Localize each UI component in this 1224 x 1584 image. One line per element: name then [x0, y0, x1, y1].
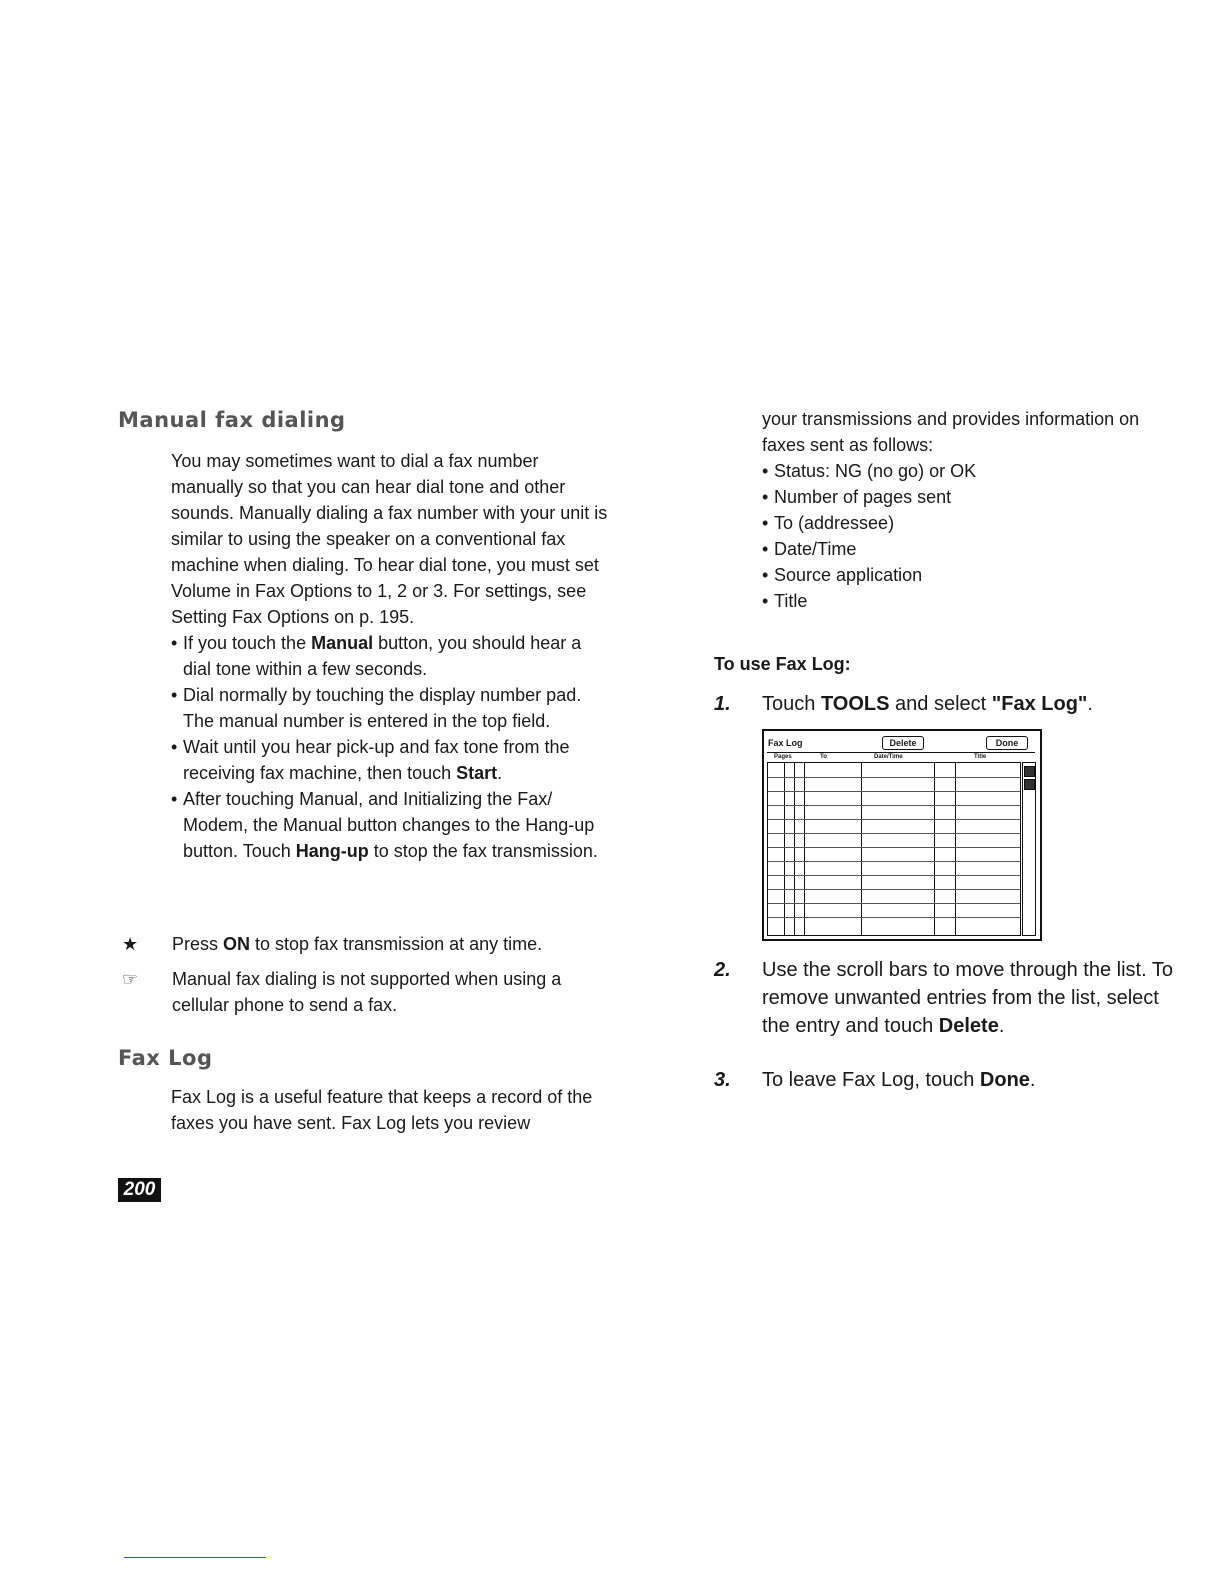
step-number: 3. [714, 1069, 731, 1091]
column-header-title: Title [974, 754, 987, 760]
step-3: 3. To leave Fax Log, touch Done. [714, 1066, 1174, 1094]
manual-dialing-body [171, 448, 611, 864]
column-header-date-time: Date/Time [874, 754, 903, 760]
table-row[interactable] [768, 791, 1020, 792]
pointing-hand-icon: ☞ [122, 969, 139, 989]
list-item: • To (addressee) [762, 510, 1182, 536]
table-row[interactable] [768, 917, 1020, 918]
fax-log-screen [762, 729, 1042, 941]
table-row[interactable] [768, 833, 1020, 834]
bottom-rule [124, 1557, 266, 1558]
note-cellular: ☞ Manual fax dialing is not supported when using a cellular phone to send a fax. [122, 966, 612, 1018]
fax-log-continuation: your transmissions and provides information on faxes sent as follows: [762, 409, 1140, 455]
list-item: • Wait until you hear pick-up and fax tone from the receiving fax machine, then touch Start. [171, 734, 611, 786]
table-row[interactable] [768, 805, 1020, 806]
fax-log-intro: Fax Log is a useful feature that keeps a record of the faxes you have sent. Fax Log lets you review [171, 1087, 593, 1133]
step-number: 1. [714, 693, 731, 715]
subheading-to-use-fax-log: To use Fax Log: [714, 654, 851, 674]
screen-title: Fax Log [768, 738, 803, 748]
step-1: 1. Touch TOOLS and select "Fax Log". [714, 690, 1174, 718]
header-divider [767, 752, 1035, 753]
table-row[interactable] [768, 875, 1020, 876]
list-item: • Dial normally by touching the display number pad. The manual number is entered in the top field. [171, 682, 611, 734]
table-row[interactable] [768, 889, 1020, 890]
list-item: • Status: NG (no go) or OK [762, 458, 1182, 484]
list-item: • Date/Time [762, 536, 1182, 562]
fax-log-info-list [762, 458, 1182, 614]
list-item: • Number of pages sent [762, 484, 1182, 510]
step-number: 2. [714, 959, 731, 981]
manual-dialing-bullets [171, 630, 611, 864]
table-row[interactable] [768, 847, 1020, 848]
section-heading-manual-fax-dialing: Manual fax dialing [118, 408, 346, 432]
manual-dialing-paragraph: You may sometimes want to dial a fax number manually so that you can hear dial tone and other sounds. Manually dialing a fax number with your unit is similar to using the speaker on a conventional fax machine when dialing. To hear dial tone, you must set Volume in Fax Options to 1, 2 or 3. For settings, see Setting Fax Options on p. 195. [171, 451, 608, 627]
page-number: 200 [118, 1178, 161, 1202]
step-2: 2. Use the scroll bars to move through the list. To remove unwanted entries from the list, select the entry and touch Delete. [714, 956, 1174, 1040]
note-stop-transmission: ★ Press ON to stop fax transmission at any time. [122, 931, 612, 957]
section-heading-fax-log: Fax Log [118, 1046, 213, 1070]
table-row[interactable] [768, 777, 1020, 778]
list-item: • After touching Manual, and Initializing the Fax/ Modem, the Manual button changes to the Hang-up button. Touch Hang-up to stop the fax transmission. [171, 786, 611, 864]
table-row[interactable] [768, 819, 1020, 820]
done-button[interactable]: Done [986, 736, 1028, 750]
list-item: • If you touch the Manual button, you should hear a dial tone within a few seconds. [171, 630, 611, 682]
list-item: • Source application [762, 562, 1182, 588]
fax-log-details [762, 406, 1182, 614]
log-table[interactable] [767, 762, 1021, 936]
table-row[interactable] [768, 861, 1020, 862]
scrollbar[interactable] [1022, 762, 1036, 936]
table-row[interactable] [768, 903, 1020, 904]
delete-button[interactable]: Delete [882, 736, 924, 750]
star-icon: ★ [122, 934, 139, 954]
scroll-down-icon[interactable] [1024, 779, 1035, 790]
column-header-pages: Pages [774, 754, 792, 760]
column-header-to: To [820, 754, 827, 760]
list-item: • Title [762, 588, 1182, 614]
scroll-up-icon[interactable] [1024, 766, 1035, 777]
